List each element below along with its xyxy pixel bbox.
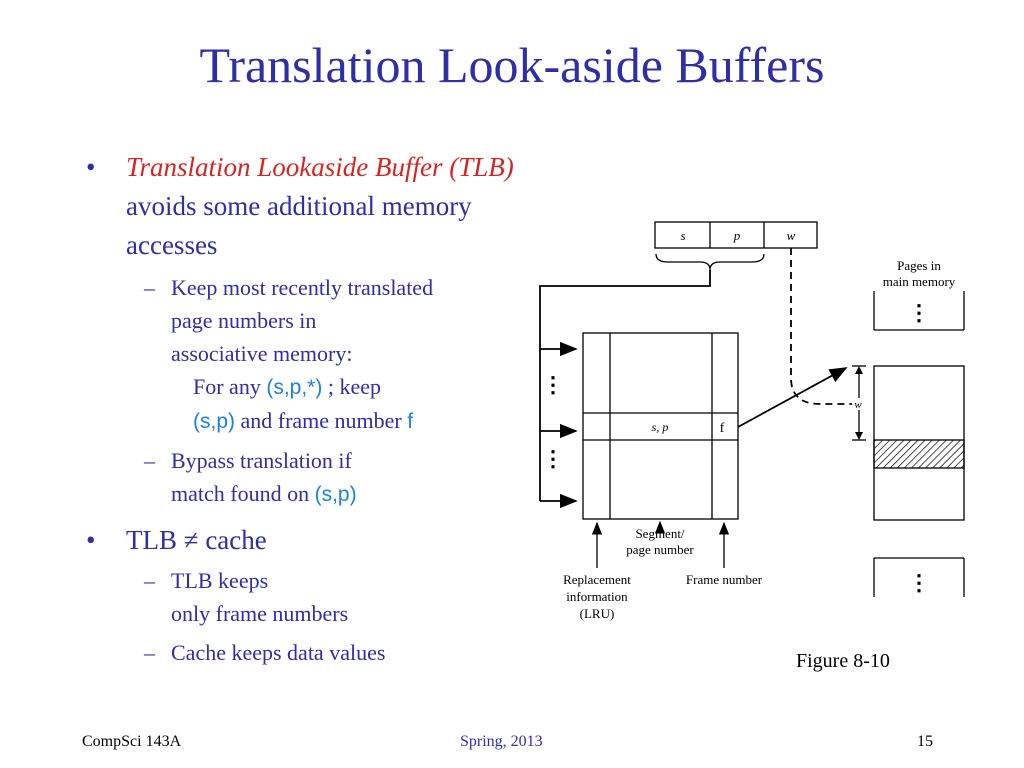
dash-marker: – xyxy=(144,640,155,665)
segment-label: page number xyxy=(626,542,694,557)
sub-text-indented: (s,p) and frame number f xyxy=(193,408,414,433)
frame-number-label: Frame number xyxy=(685,572,763,587)
field-p: p xyxy=(733,228,741,243)
code-token: (s,p) xyxy=(314,483,357,506)
dash-marker: – xyxy=(144,275,155,300)
virtual-address-register xyxy=(655,222,817,248)
row-sp: s, p xyxy=(651,420,669,434)
dash-marker: – xyxy=(144,568,155,593)
brace xyxy=(656,254,764,270)
bullet-marker: • xyxy=(86,152,96,182)
dash-marker: – xyxy=(144,448,155,473)
bullet-text: TLB ≠ cache xyxy=(126,525,267,555)
bullet-marker: • xyxy=(86,525,96,555)
sub-text: Cache keeps data values xyxy=(171,640,386,665)
sub-text: only frame numbers xyxy=(171,601,349,626)
code-token: (s,p) xyxy=(193,410,235,433)
vertical-dots: ⋮ xyxy=(542,446,564,471)
footer-term: Spring, 2013 xyxy=(460,733,543,750)
tlb-table xyxy=(583,333,738,519)
bullet-text: avoids some additional memory xyxy=(126,191,472,221)
replacement-label: (LRU) xyxy=(579,606,615,621)
sub-text: TLB keeps xyxy=(171,568,269,593)
vertical-dots: ⋮ xyxy=(542,372,564,397)
field-w: w xyxy=(786,228,796,243)
frame-arrow xyxy=(738,368,846,427)
sub-text: Keep most recently translated xyxy=(171,275,434,300)
replacement-label: information xyxy=(566,589,628,604)
target-word xyxy=(874,440,964,468)
page-stack-top xyxy=(874,291,964,330)
sub-text-indented: For any (s,p,*) ; keep xyxy=(193,374,381,399)
segment-label: Segment/ xyxy=(635,526,685,541)
pages-label: Pages in xyxy=(897,258,941,273)
vertical-dots: ⋮ xyxy=(908,300,930,325)
page-stack-bottom xyxy=(874,558,964,597)
field-s: s xyxy=(680,228,686,243)
tlb-term: Translation Lookaside Buffer (TLB) xyxy=(126,152,514,182)
footer-page-number: 15 xyxy=(917,733,933,750)
replacement-label: Replacement xyxy=(563,572,631,587)
sub-text: Bypass translation if xyxy=(171,448,352,473)
pages-label: main memory xyxy=(882,274,956,289)
sub-text: match found on (s,p) xyxy=(171,481,357,506)
code-token: (s,p,*) xyxy=(266,376,323,399)
code-token: f xyxy=(407,410,414,433)
sub-text: associative memory: xyxy=(171,341,353,366)
footer-course: CompSci 143A xyxy=(82,733,182,750)
w-dimension: w xyxy=(854,399,862,411)
figure-caption: Figure 8-10 xyxy=(796,650,890,672)
bullet-text: accesses xyxy=(126,230,218,260)
row-f: f xyxy=(719,421,725,436)
sub-text: page numbers in xyxy=(171,308,317,333)
vertical-dots: ⋮ xyxy=(908,570,930,595)
page-frame xyxy=(874,366,964,520)
slide-title: Translation Look-aside Buffers xyxy=(199,37,825,93)
